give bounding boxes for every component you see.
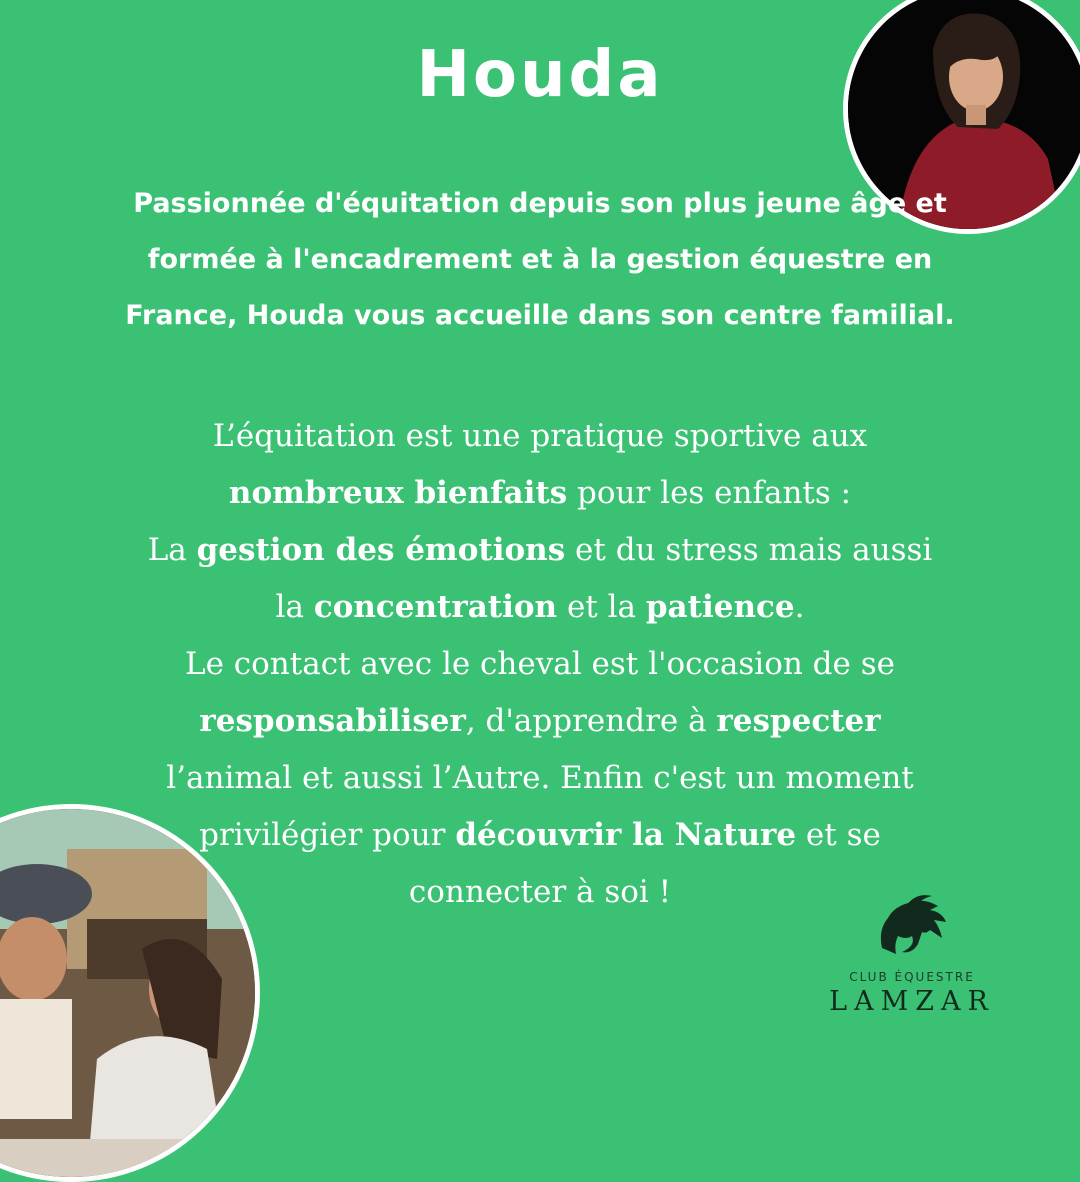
page-title: Houda — [416, 38, 664, 112]
text-span: et du stress mais aussi — [565, 532, 933, 568]
text-span: connecter à soi ! — [408, 874, 672, 910]
text-span: L’équitation est une pratique sportive aux — [212, 418, 868, 454]
text-span: pour les enfants : — [567, 475, 852, 511]
body-line — [90, 636, 990, 693]
text-span: la — [275, 589, 314, 625]
bold-text: nombreux bienfaits — [228, 475, 568, 511]
text-span: Le contact avec le cheval est l'occasion de se — [185, 646, 895, 682]
text-span: l’animal et aussi l’Autre. Enfin c'est un moment — [166, 760, 914, 796]
intro-line: formée à l'encadrement et à la gestion équestre en — [147, 244, 933, 275]
bold-text: concentration — [313, 589, 558, 625]
bold-text: découvrir la Nature — [455, 817, 797, 853]
intro-line: Passionnée d'équitation depuis son plus jeune âge et — [133, 188, 947, 219]
bold-text: responsabiliser — [199, 703, 466, 739]
club-logo — [822, 888, 1002, 1028]
logo-name: LAMZAR — [829, 986, 995, 1017]
text-span: et se — [796, 817, 881, 853]
body-text — [90, 408, 990, 921]
body-line — [90, 750, 990, 807]
body-line — [90, 465, 990, 522]
bold-text: patience — [645, 589, 795, 625]
intro-text — [110, 176, 970, 344]
body-line — [90, 807, 990, 864]
text-span: La — [147, 532, 197, 568]
horse-head-icon — [872, 888, 952, 960]
body-line — [90, 693, 990, 750]
text-span: et la — [557, 589, 646, 625]
text-span: . — [794, 589, 805, 625]
logo-subtitle: CLUB ÉQUESTRE — [849, 970, 975, 984]
text-span: , d'apprendre à — [465, 703, 717, 739]
bold-text: gestion des émotions — [196, 532, 566, 568]
intro-line: France, Houda vous accueille dans son centre familial. — [125, 300, 955, 331]
body-line — [90, 579, 990, 636]
text-span: privilégier pour — [199, 817, 456, 853]
body-line — [90, 522, 990, 579]
bold-text: respecter — [716, 703, 881, 739]
body-line — [90, 408, 990, 465]
